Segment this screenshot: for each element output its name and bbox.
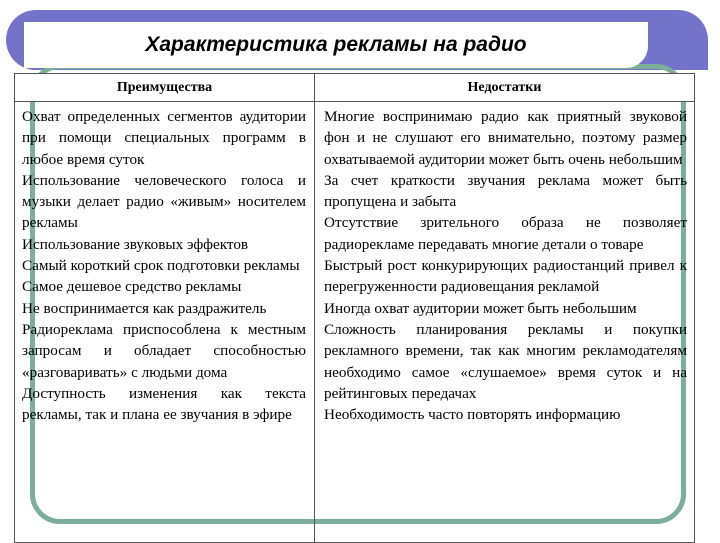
list-item: Не воспринимается как раздражитель [22,299,267,317]
list-item: Быстрый рост конкурирующих радиостанций привел к перегруженности радиовещания рекламой [324,257,687,296]
comparison-table [14,73,695,543]
title-box [24,22,648,68]
list-item: Самый короткий срок подготовки рекламы [22,257,300,275]
header-disadvantages: Недостатки [315,74,695,102]
list-item: Сложность планирования рекламы и покупки рекламного времени, так как многим рекламодателям необходимо самое «слушаемое» время суток и на рейтинговых передачах [324,320,687,402]
disadvantages-cell [315,102,695,543]
list-item: Отсутствие зрительного образа не позволяет радиорекламе передавать многие детали о товаре [324,214,687,253]
list-item: Доступность изменения как текста рекламы, так и плана ее звучания в эфире [22,384,306,424]
list-item: Использование человеческого голоса и музыки делает радио «живым» носителем рекламы [22,171,306,232]
slide-title: Характеристика рекламы на радио [145,33,527,56]
list-item: Охват определенных сегментов аудитории при помощи специальных программ в любое время суток [22,108,306,168]
list-item: Использование звуковых эффектов [22,235,249,253]
table-header-row [15,74,695,102]
list-item: Радиореклама приспособлена к местным запросам и обладает способностью «разговаривать» с людьми дома [22,320,306,381]
advantages-cell [15,102,315,543]
list-item: Многие воспринимаю радио как приятный звуковой фон и не слушают его внимательно, поэтому размер охватываемой аудитории может быть очень небольшим [324,108,687,168]
list-item: Самое дешевое средство рекламы [22,278,242,296]
list-item: Необходимость часто повторять информацию [324,406,621,424]
list-item: Иногда охват аудитории может быть небольшим [324,299,637,317]
list-item: За счет краткости звучания реклама может быть пропущена и забыта [324,171,687,211]
advantages-list [15,102,314,425]
table-row [15,102,695,543]
header-advantages: Преимущества [15,74,315,102]
disadvantages-list [315,102,694,425]
